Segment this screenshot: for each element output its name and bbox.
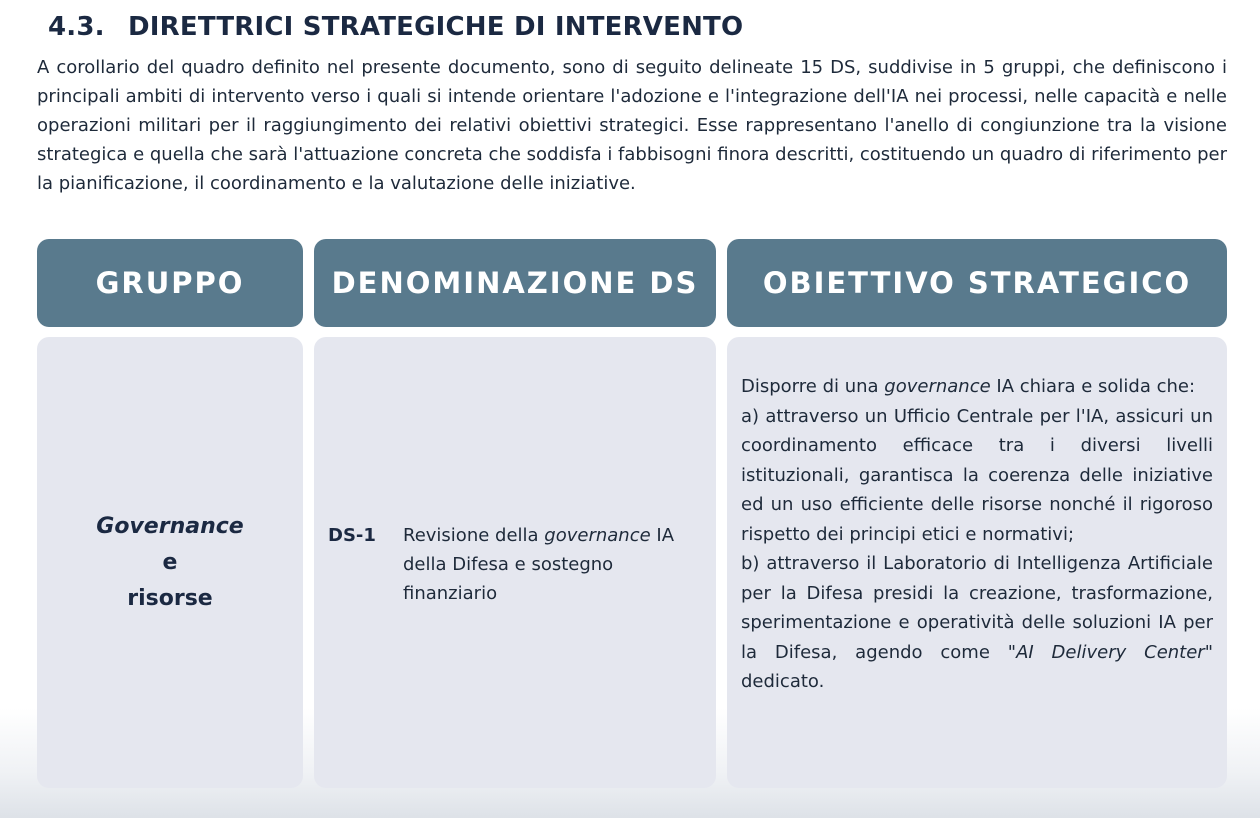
ds-code: DS-1 [328,525,376,546]
group-name-line3: risorse [127,585,213,611]
objective-text [741,372,1213,697]
cell-ds-denomination [314,337,716,788]
section-number: 4.3. [48,12,105,42]
objective-point-a: a) attraverso un Ufficio Centrale per l'IA, assicuri un coordinamento efficace tra i diversi livelli istituzionali, garantisca la coerenza delle iniziative ed un uso efficiente delle risorse nonché il rigoroso rispetto dei principi etici e normativi; [741,405,1213,545]
ds-name-em: governance [544,525,651,546]
objective-point-b-after: " dedicato. [741,641,1213,692]
objective-point-b-em: AI Delivery Center [1016,641,1205,663]
objective-intro-em: governance [884,376,991,397]
objective-point-b-before: b) attraverso il Laboratorio di Intelligenza Artificiale per la Difesa presidi la creazione, trasformazione, sperimentazione e operatività delle soluzioni IA per la Difesa, agendo come " [741,553,1213,663]
intro-paragraph: A corollario del quadro definito nel presente documento, sono di seguito delineate 15 DS, suddivise in 5 gruppi, che definiscono i principali ambiti di intervento verso i quali si intende orientare l'adozione e l'integrazione dell'IA nei processi, nelle capacità e nelle operazioni militari per il raggiungimento dei relativi obiettivi strategici. Esse rappresentano l'anello di congiunzione tra la visione strategica e quella che sarà l'attuazione concreta che soddisfa i fabbisogni finora descritti, costituendo un quadro di riferimento per la pianificazione, il coordinamento e la valutazione delle iniziative. [37,57,1227,194]
ds-name [403,521,703,608]
ds-name-after: IA della Difesa e sostegno finanziario [403,525,675,604]
objective-intro-after: IA chiara e solida che: [990,376,1196,397]
header-denominazione-ds: DENOMINAZIONE DS [314,239,716,327]
group-name-line2: e [162,549,178,575]
objective-intro-before: Disporre di una [741,376,885,397]
header-obiettivo-strategico: OBIETTIVO STRATEGICO [727,239,1227,327]
objective-intro [741,372,1213,402]
group-name-line1: Governance [96,513,244,539]
section-title-text: DIRETTRICI STRATEGICHE DI INTERVENTO [128,12,744,42]
cell-strategic-objective [727,337,1227,788]
section-title [48,12,743,42]
ds-name-before: Revisione della [403,525,545,546]
group-name [96,509,243,617]
header-gruppo: GRUPPO [37,239,303,327]
objective-point-b [741,549,1213,697]
cell-group [37,337,303,788]
